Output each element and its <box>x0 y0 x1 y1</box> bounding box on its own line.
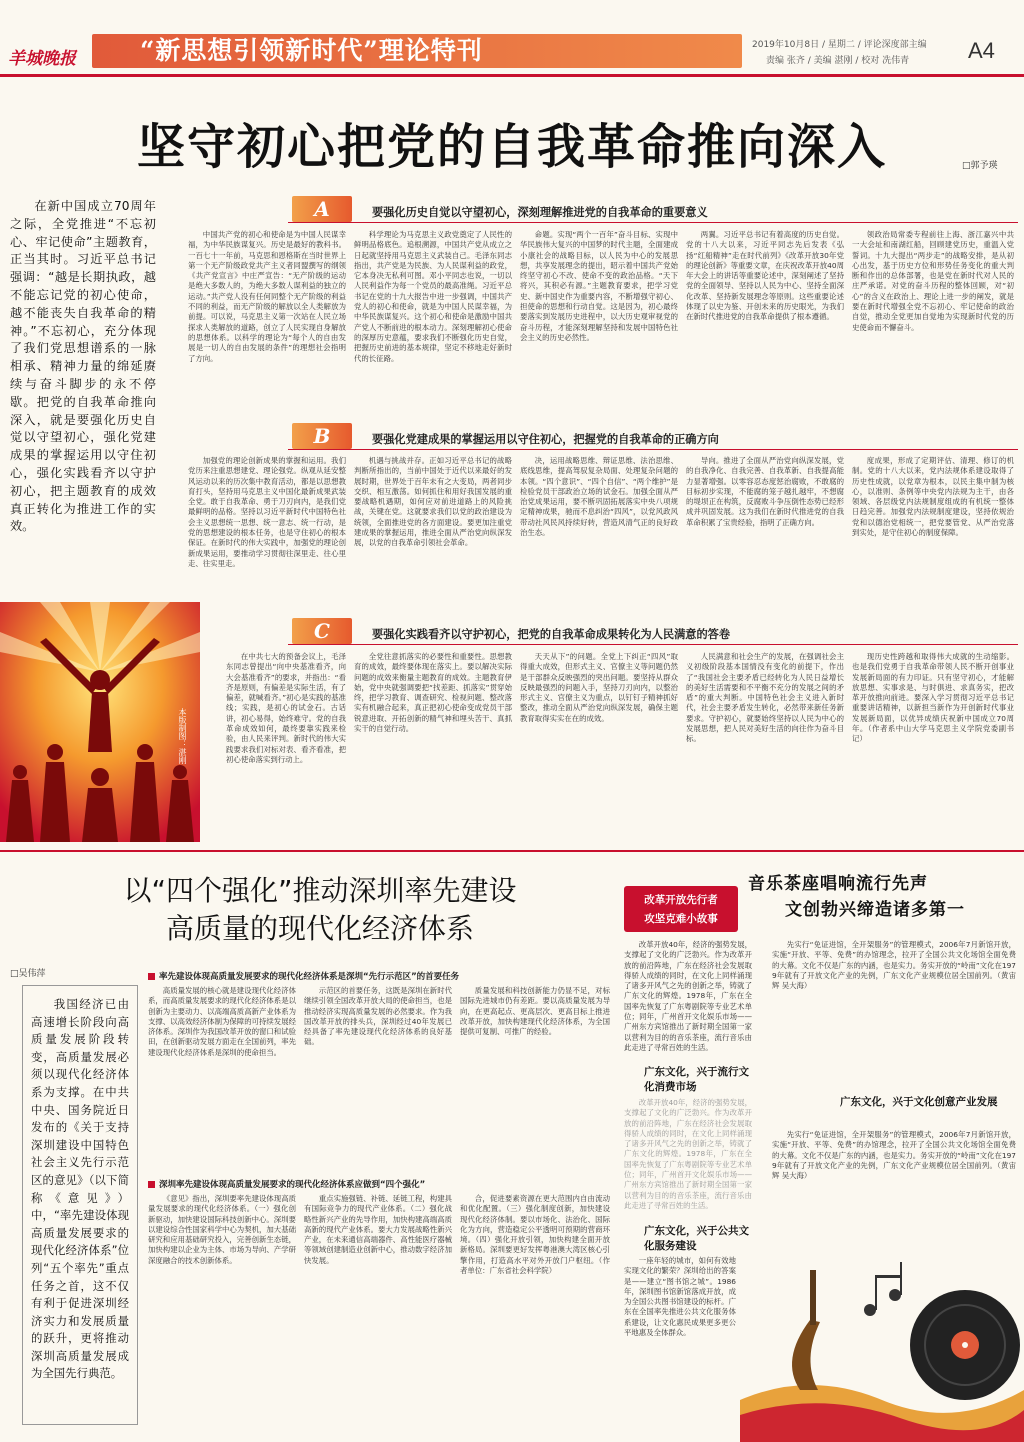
section-c-letter: C <box>292 618 352 644</box>
page-number: A4 <box>968 38 995 63</box>
article2-intro-box <box>22 985 138 1425</box>
series-tag <box>624 886 738 932</box>
article3-col-4: 先实行“免证进馆，全开架服务”的管理模式，2006年7月新馆开放，实施“开放、平等、免费”的办馆理念，拉开了全国公共文化场馆全面免费的大幕。文化不仅是广东的内涵，也是实力。务实开放的“岭南”文化在1979年就有了开放文化产业的先例，广东文化产业规模位居全国前列。（黄宙辉 吴大海） <box>772 1130 1016 1181</box>
top-rule <box>0 74 1024 77</box>
section-b-col-2: 机遇与挑战并存。正如习近平总书记的战略判断所指出的，当前中国处于近代以来最好的发展时期，世界处于百年未有之大变局，两者同步交织、相互激荡。如何抓住和用好我国发展的重要战略机遇期，如何应对前进道路上的风险挑战，关键在党。这就要求我们以党的政治建设为统领，全面推进党的各方面建设。要更加注重党建成果的掌握运用，推进全面从严治党向纵深发展，以党的自我革命引领社会革命。 <box>354 456 512 548</box>
article2-top-col-3: 质量发展和科技创新能力仍显不足，对标国际先进城市仍有差距。要以高质量发展为导向，在更高起点、更高层次、更高目标上推进改革开放，加快构建现代化经济体系，为全国提供可复制、可推广的经验。 <box>460 986 610 1037</box>
article2-headline <box>30 872 610 948</box>
newspaper-logo: 羊城晚报 <box>8 49 76 69</box>
series-tag-line1: 改革开放先行者 <box>644 894 718 906</box>
article2-intro: 我国经济已由高速增长阶段向高质量发展阶段转变，高质量发展必须以现代化经济体系为支撑。在中共中央、国务院近日发布的《关于支持深圳建设中国特色社会主义先行示范区的意见》（以下简称《意见》）中，“率先建设体现高质量发展要求的现代化经济体系”位列“五个率先”重点任务之首，这不仅有利于促进深圳经济实力和发展质量的跃升，更将推动深圳高质量发展成为全国先行典范。 <box>31 997 129 1381</box>
section-a-col-5: 领政治局常委专程前往上海、浙江嘉兴中共一大会址和南湖红船，回顾建党历史，重温入党誓词。十九大提出“两步走”的战略安排，是从初心出发，基于历史方位和形势任务变化的重大判断和作出的总体部署，也是党在新时代对人民的庄严承诺。对党的奋斗历程的整体回顾，对“初心”的含义在政治上、理论上进一步的阐发，就是要在新时代增强全党不忘初心、牢记使命的政治自觉，推动全党更加自觉地为实现新时代党的历史使命而不懈奋斗。 <box>852 230 1014 332</box>
intro-text: 在新中国成立70周年之际，全党推进“不忘初心、牢记使命”主题教育，正当其时。习近平总书记强调：“越是长期执政，越不能忘记党的初心使命，越不能丧失自我革命的精神。”不忘初心，充分体现了我们党思想谱系的一脉相承、精神力量的绵延赓续与奋斗脚步的永不停歇。把党的自我革命推向深入，就是要强化历史自觉以守望初心，强化党建成果的掌握运用以守住初心，强化实践看齐以守护初心，把主题教育的成效真正转化为推进工作的实效。 <box>10 199 156 534</box>
article2-headline-line1: 以“四个强化”推动深圳率先建设 <box>123 874 517 907</box>
series-tag-line2: 攻坚克难小故事 <box>644 913 718 925</box>
article3-col-3: 先实行“免证进馆，全开架服务”的管理模式，2006年7月新馆开放，实施“开放、平等、免费”的办馆理念，拉开了全国公共文化场馆全面免费的大幕。文化不仅是广东的内涵，也是实力。务实开放的“岭南”文化在1979年就有了开放文化产业的先例，广东文化产业规模位居全国前列。（黄宙辉 吴大海） <box>772 940 1016 991</box>
section-a-col-1: 中国共产党的初心和使命是为中国人民谋幸福，为中华民族谋复兴。历史是最好的教科书。一百七十一年前，马克思和恩格斯在当时世界上第一个无产阶级政党共产主义者同盟撰写的纲领《共产党宣言》中庄严宣告：“无产阶级的运动是绝大多数人的，为绝大多数人谋利益的独立的运动。”共产党人没有任何同整个无产阶级的利益不同的利益，而无产阶级的解放以全人类解放为前提。可以说，马克思主义第一次站在人民立场探求人类解放的道路，创立了人民实现自身解放的思想体系。以科学的理论为“每个人的自由发展是一切人的自由发展的条件”的理想社会指明了方向。 <box>188 230 346 363</box>
article3-col-2: 一座年轻的城市，如何有效地实现文化的繁荣？深圳给出的答案是——建立“图书馆之城”。1986年，深圳图书馆新馆落成开放，成为全国公共图书馆建设的标杆。广东在全国率先推进公共文化服务体系建设，让文化惠民成果更多更公平地惠及全体群众。 <box>624 1256 736 1338</box>
middle-rule <box>0 850 1024 852</box>
section-b-col-3: 决，运用战略思维、辩证思维、法治思维、底线思维，提高驾驭复杂局面、处理复杂问题的本领。“四个意识”、“四个自信”、“两个维护”是检验党员干部政治立场的试金石。加强全面从严治党成果运用，要不断巩固拓展落实中央八项规定精神成果，驰而不息纠治“四风”，以党风政风带动社风民风持续好转，营造风清气正的良好政治生态。 <box>520 456 678 538</box>
section-a-col-2: 科学理论为马克思主义政党奠定了人民性的鲜明品格底色。追根溯源，中国共产党从成立之日起就坚持用马克思主义武装自己。毛泽东同志指出，共产党是为民族、为人民谋利益的政党，它本身决无私利可图。邓小平同志也说，一切以人民利益作为每一个党员的最高准绳。习近平总书记在党的十九大报告中进一步强调，中国共产党人的初心和使命，就是为中国人民谋幸福，为中华民族谋复兴。这个初心和使命是激励中国共产党人不断前进的根本动力。深刻理解初心使命的深厚历史意蕴，要求我们不断强化历史自觉，把握历史前进的基本规律，坚定不移地走好新时代的长征路。 <box>354 230 512 363</box>
crowd-illustration <box>0 602 200 842</box>
subhead-square-icon <box>148 1181 155 1188</box>
section-b-col-4: 导向。推进了全面从严治党向纵深发展，党的自我净化、自我完善、自我革新、自我提高能力显著增强。以零容忍态度惩治腐败，不敢腐的目标初步实现，不能腐的笼子越扎越牢，不想腐的堤坝正在构筑，反腐败斗争压倒性态势已经形成并巩固发展。这为我们在新时代推进党的自我革命积累了宝贵经验，指明了正确方向。 <box>686 456 844 527</box>
article2-bottom-col-2: 重点实施强链、补链、延链工程，构建具有国际竞争力的现代产业体系。（二）强化战略性新兴产业的先导作用，加快构建高端高质高新的现代产业体系。要大力发展战略性新兴产业，在未来通信高端器件、高性能医疗器械等领域创建制造业创新中心，推动数字经济加快发展。 <box>304 1194 452 1265</box>
music-illustration <box>740 1250 1024 1442</box>
section-a-col-3: 命题。实现“两个一百年”奋斗目标、实现中华民族伟大复兴的中国梦的时代主题，全面建成小康社会的战略目标，以人民为中心的发展思想，共享发展理念的提出，昭示着中国共产党始终坚守初心不改、使命不变的政治品格。“天下将兴，其积必有源。”主题教育要求，把学习党史、新中国史作为重要内容，不断增强守初心、担使命的思想和行动自觉。这是因为，初心最终要落实到发展历史进程中，以大历史观审视党的奋斗历程，才能深刻理解坚持和发展中国特色社会主义的历史必然性。 <box>520 230 678 342</box>
section-c-col-5: 现历史性跨越和取得伟大成就的生动缩影。也是我们党勇于自我革命带领人民不断开创事业发展新局面的有力印证。只有坚守初心，才能解放思想、实事求是、与时俱进、求真务实，把改革开放推向前进。要深入学习贯彻习近平总书记重要讲话精神，以新担当新作为开创新时代事业发展新局面，以优异成绩庆祝新中国成立70周年。（作者系中山大学马克思主义学院党委副书记） <box>852 652 1014 744</box>
subhead-square-icon <box>148 973 155 980</box>
intro-box <box>10 188 156 600</box>
article2-subhead-1: 率先建设体现高质量发展要求的现代化经济体系是深圳“先行示范区”的首要任务 <box>148 970 459 982</box>
section-a-col-4: 两翼。习近平总书记有着高度的历史自觉。党的十八大以来，习近平同志先后发表《弘扬“红船精神”走在时代前列》《改革开放30年党的理论创新》等重要文章，在庆祝改革开放40周年大会上的讲话等重要论述中，深刻阐述了坚持党的全面领导、坚持以人民为中心、坚持全面深化改革、坚持新发展理念等原则。这些重要论述体现了以史为鉴、开创未来的历史眼光，为我们在新时代推进党的自我革命提供了根本遵循。 <box>686 230 844 322</box>
main-byline: □郭予瑛 <box>962 161 998 171</box>
main-headline: 坚守初心把党的自我革命推向深入 <box>136 119 887 175</box>
section-c-col-1: 在中共七大的预备会议上，毛泽东同志曾提出“向中央基准看齐，向大会基准看齐”的要求，并指出：“看齐是原则，有偏差是实际生活，有了偏差，就喊看齐。”初心是实践的基准线；实践，是初心的试金石。古话讲，初心易得，始终难守。党的自我革命成效如何，最终要靠实践来检验，由人民来评判。新时代的伟大实践要求我们对标对表、看齐看准，把初心使命落实到行动上。 <box>226 652 346 764</box>
section-c-col-2: 全党往意抓落实的必要性和重要性。思想教育的成效，最终要体现在落实上。要以解决实际问题的成效来衡量主题教育的成效。主题教育伊始，党中央就强调要把“找差距、抓落实”贯穿始终，把学习教育、调查研究、检视问题、整改落实有机融合起来，真正把初心使命变成党员干部锐意进取、开拓创新的精气神和埋头苦干、真抓实干的自觉行动。 <box>354 652 512 734</box>
article2-headline-line2: 高质量的现代化经济体系 <box>165 912 474 945</box>
article3-subhead-3: 广东文化，兴于文化创意产业发展 <box>840 1096 998 1108</box>
section-b-title: 要强化党建成果的掌握运用以守住初心，把握党的自我革命的正确方向 <box>372 433 719 446</box>
article3-subhead-2: 广东文化，兴于公共文化服务建设 <box>644 1225 749 1252</box>
section-b-col-1: 加强党的理论创新成果的掌握和运用。我们党历来注重思想建党、理论强党。纵观从延安整风运动以来的历次集中教育活动，都是以思想教育打头，坚持用马克思主义中国化最新成果武装全党。敢于自我革命、勇于刀刃向内，是我们党最鲜明的品格。坚持以习近平新时代中国特色社会主义思想统一思想、统一意志、统一行动，是党的思想建设的根本任务，也是守住初心的根本保证。在新时代的伟大实践中，加强党的理论创新成果运用，要推动学习贯彻往深里走、往心里走、往实里走。 <box>188 456 346 568</box>
section-c-col-4: 人民满意和社会生产的发展，在强调社会主义初级阶段基本国情没有变化的前提下，作出了“我国社会主要矛盾已经转化为人民日益增长的美好生活需要和不平衡不充分的发展之间的矛盾”的重大判断。中国特色社会主义进入新时代，社会主要矛盾发生转化，必然带来新任务新要求。守护初心，就要始终坚持以人民为中心的发展思想，把人民对美好生活的向往作为奋斗目标。 <box>686 652 844 744</box>
section-b-col-5: 度成果，形成了定期评估、清理、修订的机制。党的十八大以来，党内法规体系建设取得了历史性成就，以党章为根本，以民主集中制为核心，以准则、条例等中央党内法规为主干，由各领域、各层级党内法规制度组成的有机统一整体日趋完善。加强党内法规制度建设，坚持依规治党和以德治党相统一，把党要管党、从严治党落到实处，是守住初心的制度保障。 <box>852 456 1014 538</box>
section-c-col-3: 天天从下”的问题。全党上下纠正“四风”取得重大成效，但形式主义、官僚主义等问题仍然是干部群众反映强烈的突出问题。要坚持从群众反映最强烈的问题入手，坚持刀刃向内，以整治形式主义、官僚主义为重点，以钉钉子精神抓好整改，推动全面从严治党向纵深发展，确保主题教育取得实实在在的成效。 <box>520 652 678 723</box>
article2-byline: □吴伟萍 <box>10 969 46 979</box>
article3-col-1: 改革开放40年，经济的强势发展，支撑起了文化的广泛勃兴。作为改革开放的前沿阵地，广东在经济社会发展取得骄人成绩的同时，在文化上同样涌现了诸多开风气之先的创新之举，铸就了广东文化的辉煌。1978年，广东在全国率先恢复了广东粤剧院等专业艺术单位；同年，广州首开文化娱乐市场——广州东方宾馆推出了新时期全国第一家以营利为目的的音乐茶座，流行音乐由此走进了寻常百姓的生活。 <box>624 940 752 1052</box>
section-a-title: 要强化历史自觉以守望初心，深刻理解推进党的自我革命的重要意义 <box>372 206 708 219</box>
article2-bottom-col-3: 合，促进要素资源在更大范围内自由流动和优化配置。（三）强化制度创新，加快建设现代化经济体制。要以市场化、法治化、国际化为方向，营造稳定公平透明可预期的营商环境。（四）强化开放引领，加快构建全面开放新格局。深圳要更好发挥粤港澳大湾区核心引擎作用，打造高水平对外开放门户枢纽。（作者单位：广东省社会科学院） <box>460 1194 610 1276</box>
article2-top-col-1: 高质量发展的核心就是建设现代化经济体系，而高质量发展要求的现代化经济体系是以创新为主要动力、以高端高质高新产业体系为支撑、以高效经济体制为保障的可持续发展经济体系。深圳作为我国改革开放的窗口和试验田，在创新驱动发展方面走在全国前列，率先建设现代化经济体系是深圳的使命担当。 <box>148 986 296 1057</box>
date-line: 2019年10月8日 / 星期二 / 评论深度部主编 <box>752 40 927 50</box>
article2-subhead-2: 深圳率先建设体现高质量发展要求的现代化经济体系应做到“四个强化” <box>148 1178 425 1190</box>
article2-bottom-col-1: 《意见》指出，深圳要率先建设体现高质量发展要求的现代化经济体系。（一）强化创新驱动，加快建设国际科技创新中心。深圳要以建设综合性国家科学中心为契机，加大基础研究和应用基础研究投入，完善创新生态链，加快构建以企业为主体、市场为导向、产学研深度融合的技术创新体系。 <box>148 1194 296 1265</box>
section-c-title: 要强化实践看齐以守护初心，把党的自我革命成果转化为人民满意的答卷 <box>372 628 731 641</box>
article3-headline-line2: 文创勃兴缔造诸多第一 <box>785 900 965 920</box>
article3-headline-line1: 音乐茶座唱响流行先声 <box>748 874 928 894</box>
article3-col-1b: 改革开放40年，经济的强势发展，支撑起了文化的广泛勃兴。作为改革开放的前沿阵地，广东在经济社会发展取得骄人成绩的同时，在文化上同样涌现了诸多开风气之先的创新之举，铸就了广东文化的辉煌。1978年，广东在全国率先恢复了广东粤剧院等专业艺术单位；同年，广州首开文化娱乐市场——广州东方宾馆推出了新时期全国第一家以营利为目的的音乐茶座，流行音乐由此走进了寻常百姓的生活。 <box>624 1098 752 1210</box>
art-credit: 本版制图：湛刚 <box>178 708 187 764</box>
editor-line: 责编 张齐 / 美编 湛刚 / 校对 冼伟青 <box>766 56 910 66</box>
section-b-letter: B <box>292 423 352 449</box>
article2-top-col-2: 示范区的首要任务，这既是深圳在新时代继续引领全国改革开放大局的使命担当，也是推动经济实现高质量发展的必然要求。作为我国改革开放的排头兵，深圳经过40年发展已经具备了率先建设现代化经济体系的良好基础。 <box>304 986 452 1047</box>
banner-title: “新思想引领新时代”理论特刊 <box>140 36 483 65</box>
article3-subhead-1: 广东文化，兴于流行文化消费市场 <box>644 1066 749 1093</box>
section-a-letter: A <box>292 196 352 222</box>
